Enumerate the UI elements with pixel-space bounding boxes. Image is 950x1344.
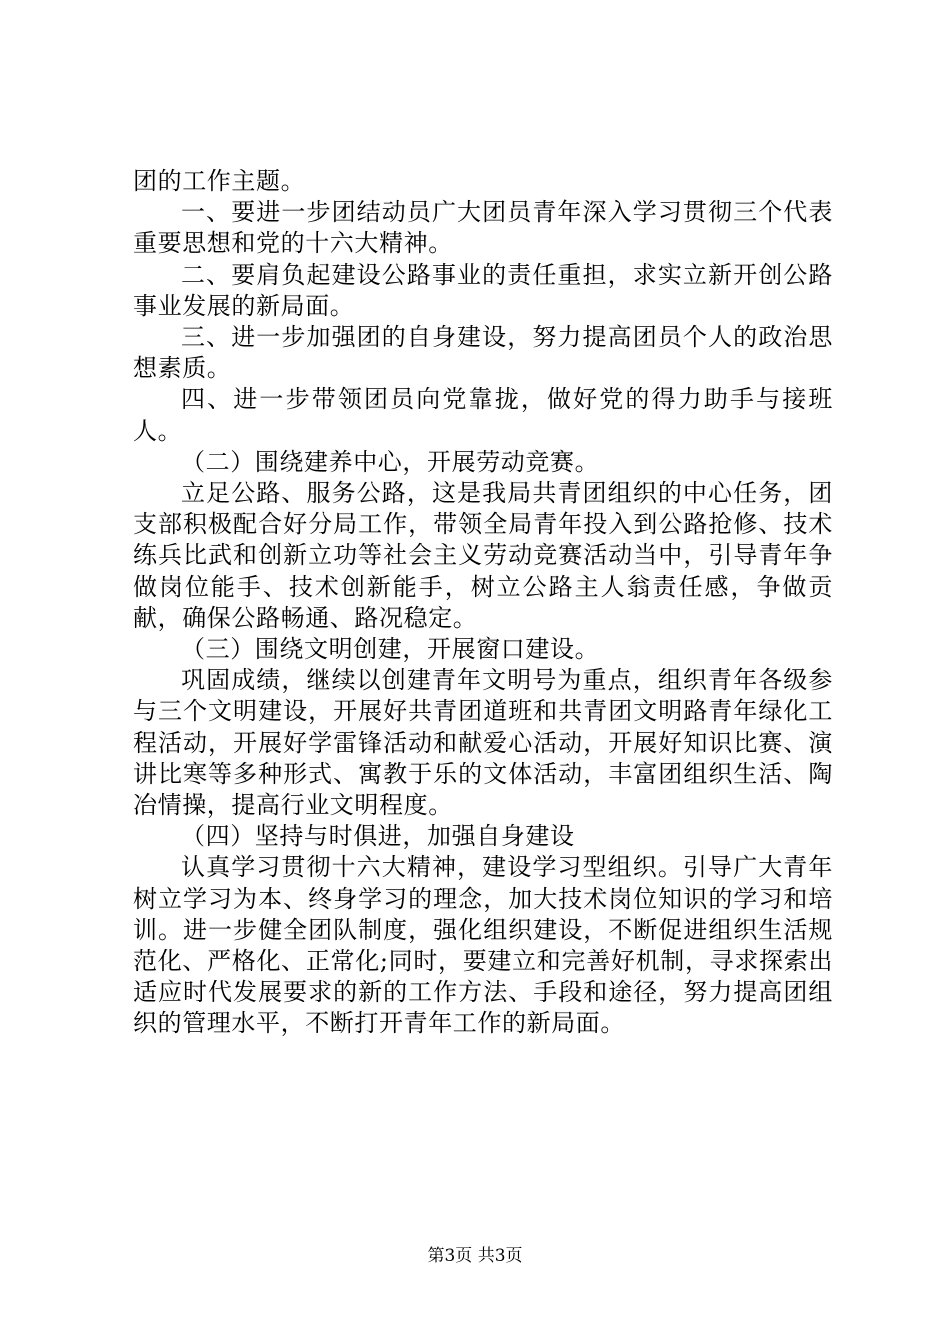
section-heading: （四）坚持与时俱进，加强自身建设 [181,822,575,851]
paragraph: 巩固成绩，继续以创建青年文明号为重点，组织青年各级参与三个文明建设，开展好共青团道班和共青团文明路青年绿化工程活动，开展好学雷锋活动和献爱心活动，开展好知识比赛、演讲比寒等多种形式、寓教于乐的文体活动，丰富团组织生活、陶冶情操，提高行业文明程度。 [133,666,833,820]
paragraph: 团的工作主题。 [133,167,306,195]
section-heading: （三）围绕文明创建，开展窗口建设。 [181,635,600,664]
document-body [133,166,833,1040]
paragraph: 三、进一步加强团的自身建设，努力提高团员个人的政治思想素质。 [133,323,833,383]
paragraph: 四、进一步带领团员向党靠拢，做好党的得力助手与接班人。 [133,385,833,445]
paragraph: 二、要肩负起建设公路事业的责任重担，求实立新开创公路事业发展的新局面。 [133,260,833,320]
section-heading: （二）围绕建养中心，开展劳动竞赛。 [181,447,600,476]
page-number-footer: 第3页 共3页 [427,1246,523,1266]
paragraph: 一、要进一步团结动员广大团员青年深入学习贯彻三个代表重要思想和党的十六大精神。 [133,198,833,258]
paragraph: 认真学习贯彻十六大精神，建设学习型组织。引导广大青年树立学习为本、终身学习的理念，加大技术岗位知识的学习和培训。进一步健全团队制度，强化组织建设，不断促进组织生活规范化、严格化、正常化;同时，要建立和完善好机制，寻求探索出适应时代发展要求的新的工作方法、手段和途径，努力提高团组织的管理水平，不断打开青年工作的新局面。 [133,853,833,1038]
paragraph: 立足公路、服务公路，这是我局共青团组织的中心任务，团支部积极配合好分局工作，带领全局青年投入到公路抢修、技术练兵比武和创新立功等社会主义劳动竞赛活动当中，引导青年争做岗位能手、技术创新能手，树立公路主人翁责任感，争做贡献，确保公路畅通、路况稳定。 [133,479,833,632]
